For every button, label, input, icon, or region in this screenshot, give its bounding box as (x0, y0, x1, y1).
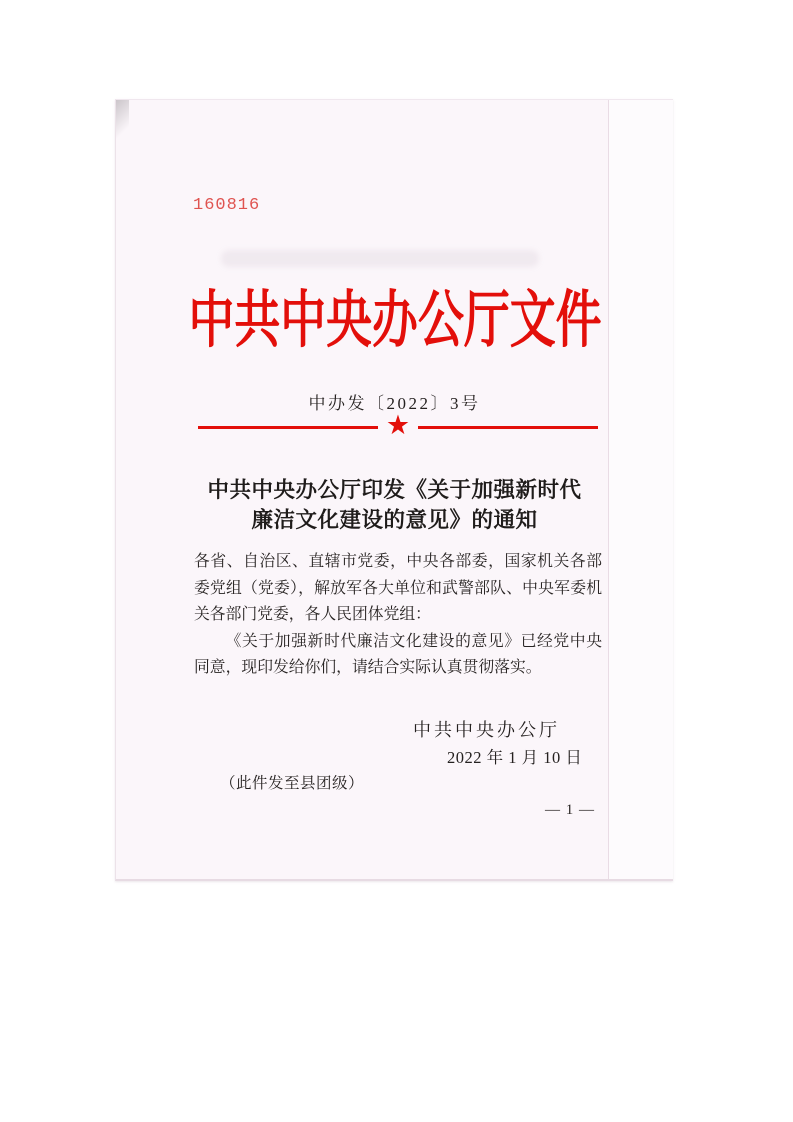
issuing-authority-signature: 中共中央办公厅 (413, 720, 560, 740)
notice-body (194, 549, 602, 682)
document-serial-number: 160816 (193, 196, 261, 215)
rule-right-segment (418, 426, 598, 429)
masthead-title: 中共中央办公厅文件 (188, 287, 602, 355)
distribution-note: （此件发至县团级） (220, 775, 365, 792)
masthead (116, 288, 673, 354)
notice-title-line-2: 廉洁文化建设的意见》的通知 (251, 508, 538, 532)
scanned-page (115, 99, 673, 881)
body-paragraph-addressees: 各省、自治区、直辖市党委，中央各部委，国家机关各部委党组（党委），解放军各大单位和武警部队、中央军委机关各部门党委，各人民团体党组： (194, 553, 602, 624)
star-icon: ★ (385, 410, 411, 441)
rule-left-segment (198, 426, 378, 429)
body-paragraph-instruction: 《关于加强新时代廉洁文化建设的意见》已经党中央同意，现印发给你们，请结合实际认真贯彻落实。 (194, 632, 602, 677)
notice-title (116, 475, 673, 535)
red-divider-rule (198, 410, 598, 441)
scan-corner-artifact (116, 100, 129, 144)
page-number: — 1 — (545, 802, 595, 818)
issue-number: 中办发〔2022〕3号 (308, 394, 481, 413)
ink-bleedthrough-artifact (221, 250, 539, 267)
notice-title-line-1: 中共中央办公厅印发《关于加强新时代 (207, 478, 582, 502)
document-date: 2022 年 1 月 10 日 (447, 748, 583, 767)
